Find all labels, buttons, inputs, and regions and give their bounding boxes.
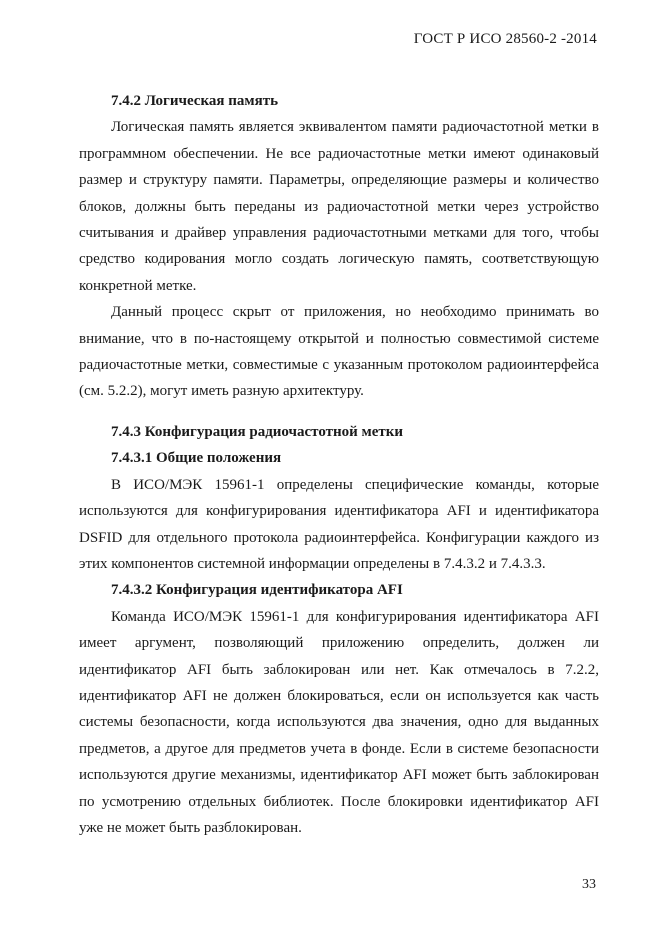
section-gap <box>79 405 599 419</box>
paragraph: Команда ИСО/МЭК 15961-1 для конфигурирования идентификатора AFI имеет аргумент, позволяющий приложению определить, должен ли идентификатор AFI быть заблокирован или нет. Как отмечалось в 7.2.2, идентификатор AFI не должен блокироваться, если он используется как часть системы безопасности, когда используются два значения, одно для выданных предметов, а другое для предметов учета в фонде. Если в системе безопасности используются другие механизмы, идентификатор AFI может быть заблокирован по усмотрению отдельных библиотек. После блокировки идентификатор AFI уже не может быть разблокирован. <box>79 608 599 836</box>
section-heading-7-4-3-2: 7.4.3.2 Конфигурация идентификатора AFI <box>111 582 403 599</box>
page-number: 33 <box>582 877 596 892</box>
document-body <box>79 88 599 841</box>
section-heading-7-4-2: 7.4.2 Логическая память <box>111 93 279 109</box>
section-heading-7-4-3-1: 7.4.3.1 Общие положения <box>111 450 282 467</box>
section-heading-7-4-3: 7.4.3 Конфигурация радиочастотной метки <box>111 423 404 440</box>
paragraph: Логическая память является эквивалентом памяти радиочастотной метки в программном обеспечении. Не все радиочастотные метки имеют одинаковый размер и структуру памяти. Параметры, определяющие размеры и количество блоков, должны быть переданы из радиочастотной метки через устройство считывания и драйвер управления радиочастотными метками для того, чтобы средство кодирования могло создать логическую память, соответствующую конкретной метке. <box>79 119 599 294</box>
paragraph: В ИСО/МЭК 15961-1 определены специфические команды, которые используются для конфигурирования идентификатора AFI и идентификатора DSFID для отдельного протокола радиоинтерфейса. Конфигурации каждого из этих компонентов системной информации определены в 7.4.3.2 и 7.4.3.3. <box>79 476 599 572</box>
paragraph: Данный процесс скрыт от приложения, но необходимо принимать во внимание, что в по-настоящему открытой и полностью совместимой системе радиочастотные метки, совместимые с указанным протоколом радиоинтерфейса (см. 5.2.2), могут иметь разную архитектуру. <box>79 304 599 400</box>
document-header: ГОСТ Р ИСО 28560-2 -2014 <box>413 31 597 47</box>
